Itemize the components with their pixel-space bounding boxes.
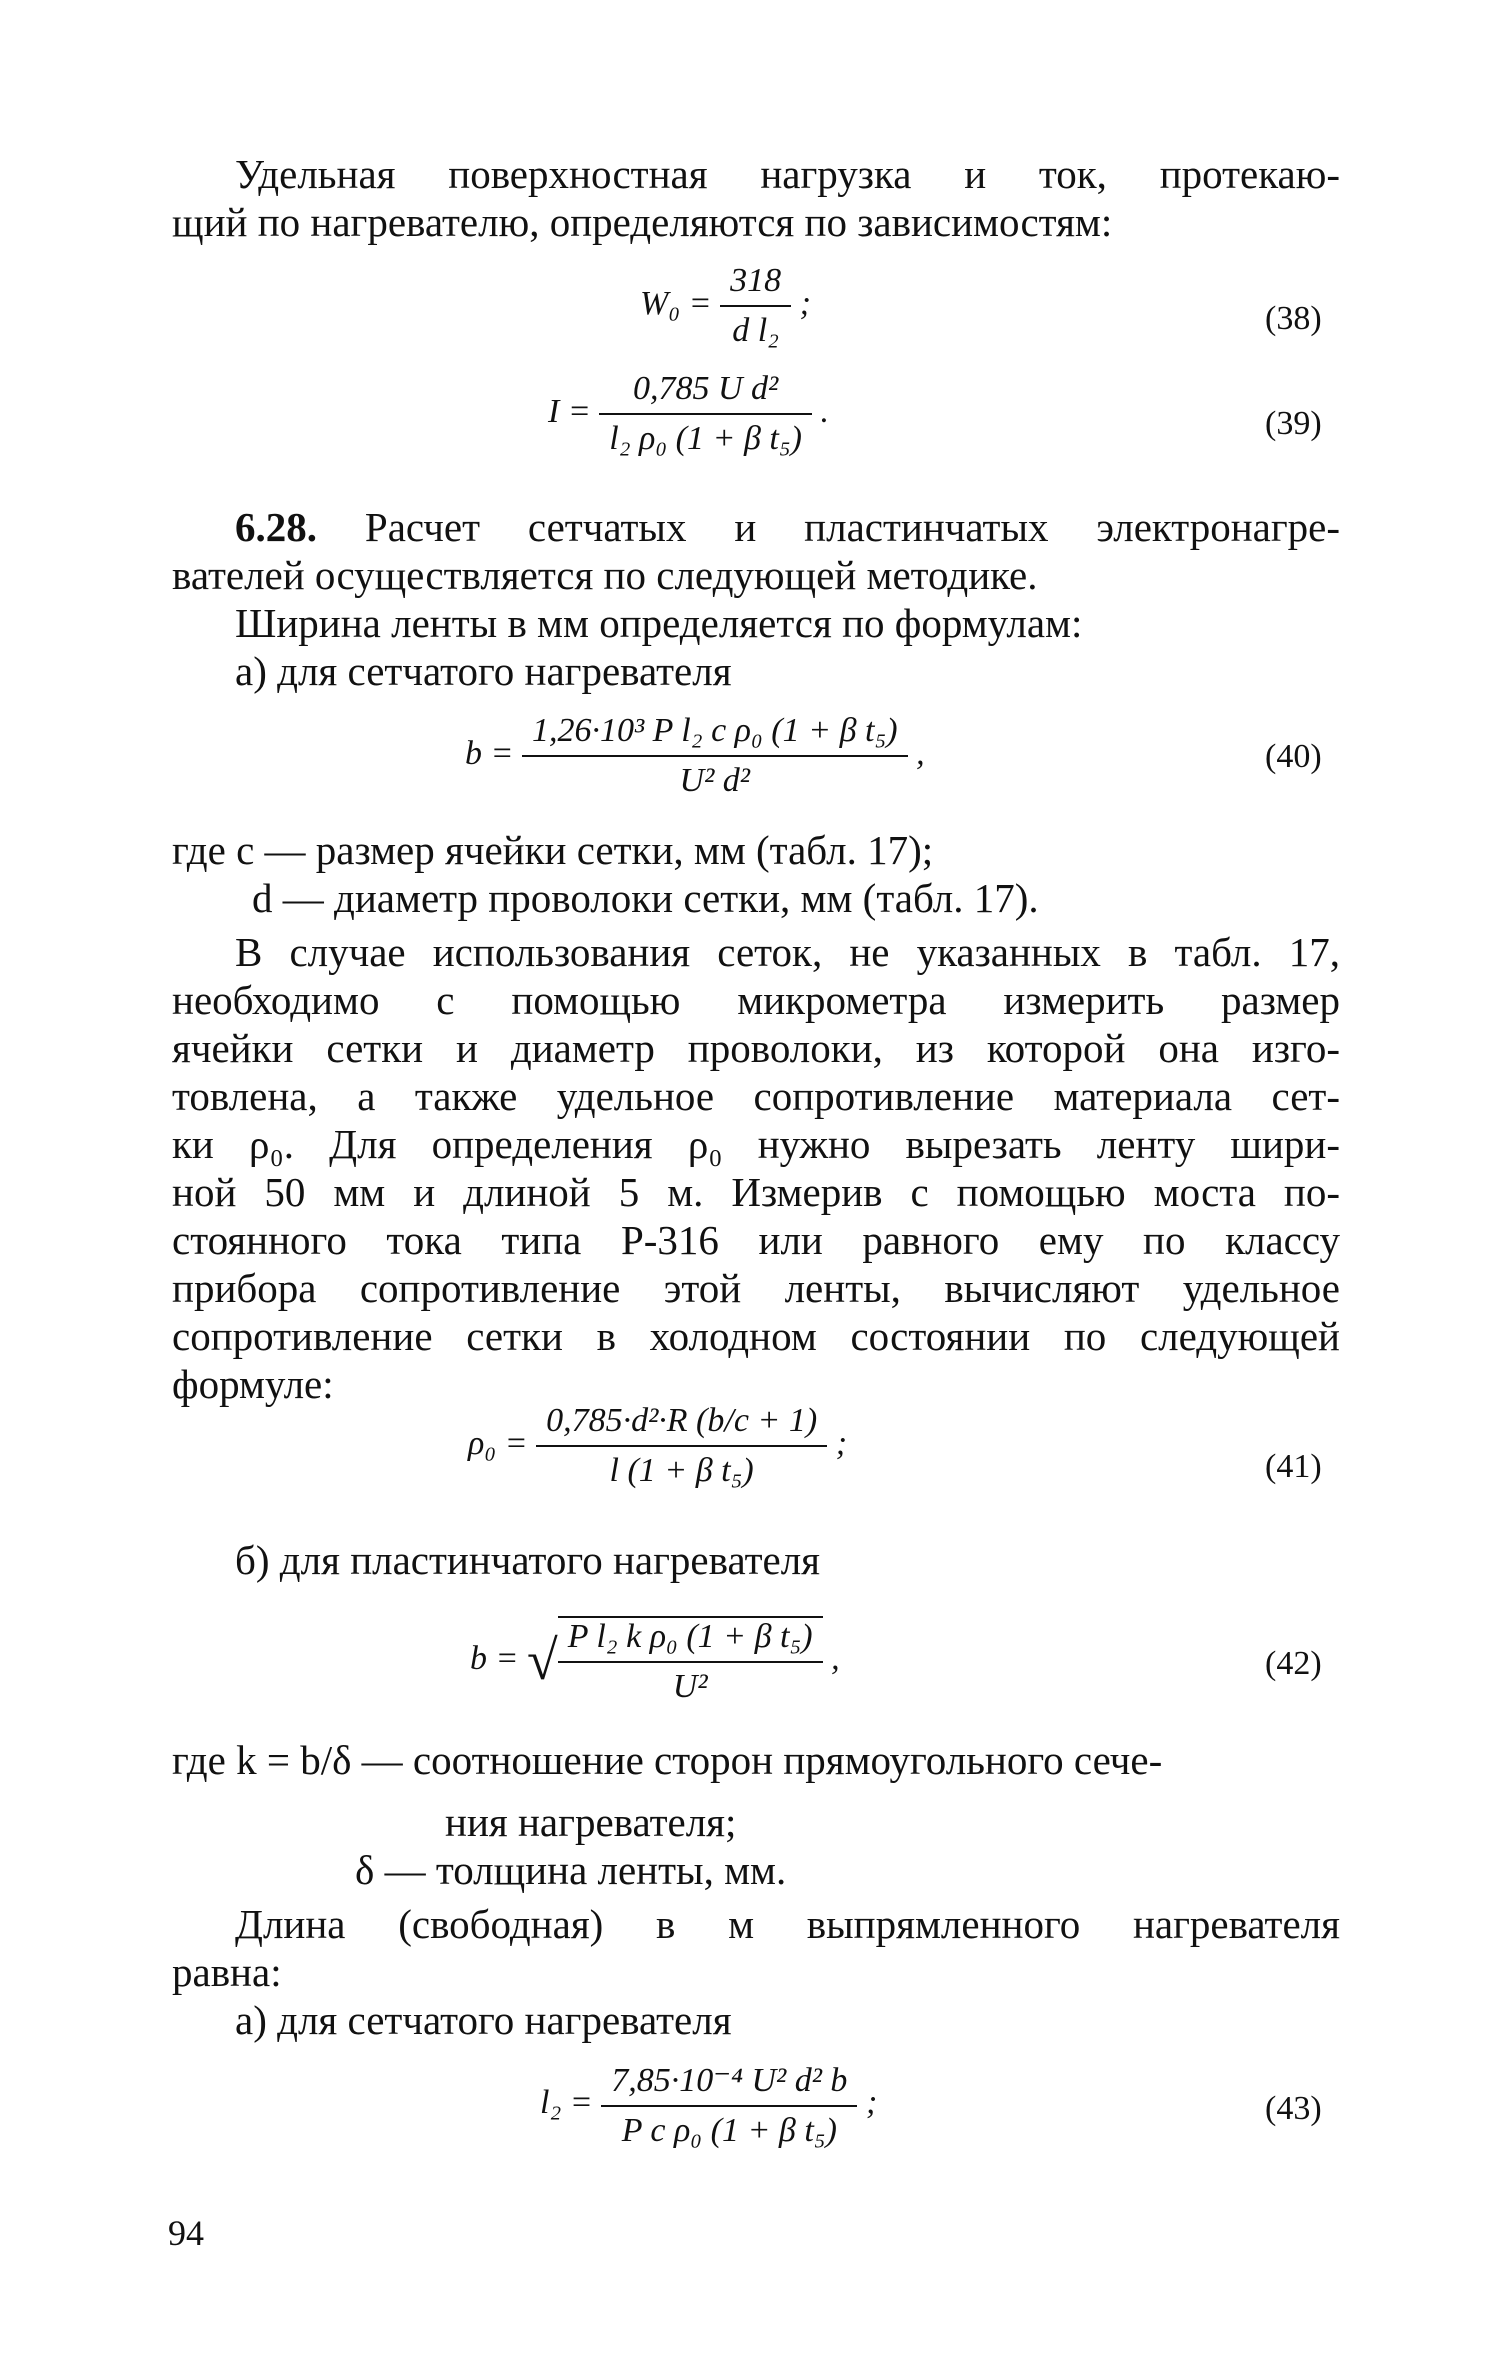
eq43-tail: ; [865,2083,878,2121]
eq40-numerator: 1,26·10³ P l₂ c ρ₀ (1 + β t₅) [531,712,898,749]
eq41-numerator: 0,785·d²·R (b/c + 1) [546,1402,818,1439]
equation-41 [468,1402,847,1490]
eq40-lhs: b = [465,734,514,772]
text-line: ки ρ₀. Для определения ρ₀ нужно вырезать ленту шири- [172,1121,1340,1167]
equation-43 [540,2060,877,2150]
equation-number-38: (38) [1265,300,1322,337]
text-line: ния нагревателя; [445,1799,737,1845]
section-text: Расчет сетчатых и пластинчатых электронагре- [364,504,1341,550]
text-line: необходимо с помощью микрометра измерить размер [172,977,1340,1023]
eq38-lhs: W₀ = [640,284,712,322]
text-line: сопротивление сетки в холодном состоянии по следующей [172,1313,1340,1359]
equation-number-40: (40) [1265,738,1322,775]
equation-42 [470,1616,840,1706]
text-line: стоянного тока типа Р-316 или равного ему по классу [172,1217,1340,1263]
text-line: где c — размер ячейки сетки, мм (табл. 17); [172,827,934,873]
text-line: Удельная поверхностная нагрузка и ток, протекаю- [235,151,1340,197]
eq39-denominator: l₂ ρ₀ (1 + β t₅) [599,413,812,458]
eq41-lhs: ρ₀ = [468,1424,528,1462]
text-line: где k = b/δ — соотношение сторон прямоугольного сече- [172,1737,1163,1783]
eq42-tail: , [831,1639,840,1677]
section-number: 6.28. [235,504,317,550]
equation-number-42: (42) [1265,1645,1322,1682]
eq42-numerator: P l₂ k ρ₀ (1 + β t₅) [567,1618,813,1655]
eq38-tail: ; [799,284,811,322]
equation-39 [548,370,829,458]
equation-38 [640,262,811,350]
equation-number-43: (43) [1265,2090,1322,2127]
eq40-tail: , [916,734,925,772]
text-line: d — диаметр проволоки сетки, мм (табл. 17). [252,875,1039,921]
eq43-numerator: 7,85·10⁻⁴ U² d² b [611,2062,848,2099]
text-line: В случае использования сеток, не указанных в табл. 17, [235,929,1340,975]
text-line: товлена, а также удельное сопротивление материала сет- [172,1073,1340,1119]
equation-number-39: (39) [1265,405,1322,442]
section-heading-line [235,503,1340,551]
list-item-b: б) для пластинчатого нагревателя [235,1537,821,1583]
eq42-denominator: U² [558,1661,823,1706]
text-line: равна: [172,1949,282,1995]
text-line: формуле: [172,1361,334,1407]
sqrt-sign-icon: √ [526,1630,558,1692]
eq42-lhs: b = [470,1639,519,1677]
eq41-denominator: l (1 + β t₅) [536,1445,827,1490]
eq41-tail: ; [835,1424,848,1462]
list-item-a: а) для сетчатого нагревателя [235,1997,732,2043]
text-line: δ — толщина ленты, мм. [355,1847,787,1893]
text-line: ной 50 мм и длиной 5 м. Измерив с помощью моста по- [172,1169,1340,1215]
eq38-numerator: 318 [730,262,782,299]
text-line: ячейки сетки и диаметр проволоки, из которой она изго- [172,1025,1340,1071]
eq38-denominator: d l₂ [720,305,791,350]
text-line: прибора сопротивление этой ленты, вычисляют удельное [172,1265,1340,1311]
page-number: 94 [168,2213,204,2253]
eq39-tail: . [820,392,829,430]
list-item-a: а) для сетчатого нагревателя [235,648,732,694]
eq43-lhs: l₂ = [540,2083,593,2121]
eq40-denominator: U² d² [522,755,908,800]
text-line: щий по нагревателю, определяются по зависимостям: [172,199,1113,245]
text-line: Длина (свободная) в м выпрямленного нагревателя [235,1901,1340,1947]
eq39-lhs: I = [548,392,591,430]
equation-40 [465,712,925,800]
eq39-numerator: 0,785 U d² [632,370,779,407]
text-line: Ширина ленты в мм определяется по формулам: [235,600,1083,646]
text-line: вателей осуществляется по следующей методике. [172,552,1038,598]
equation-number-41: (41) [1265,1448,1322,1485]
eq43-denominator: P c ρ₀ (1 + β t₅) [601,2105,857,2150]
